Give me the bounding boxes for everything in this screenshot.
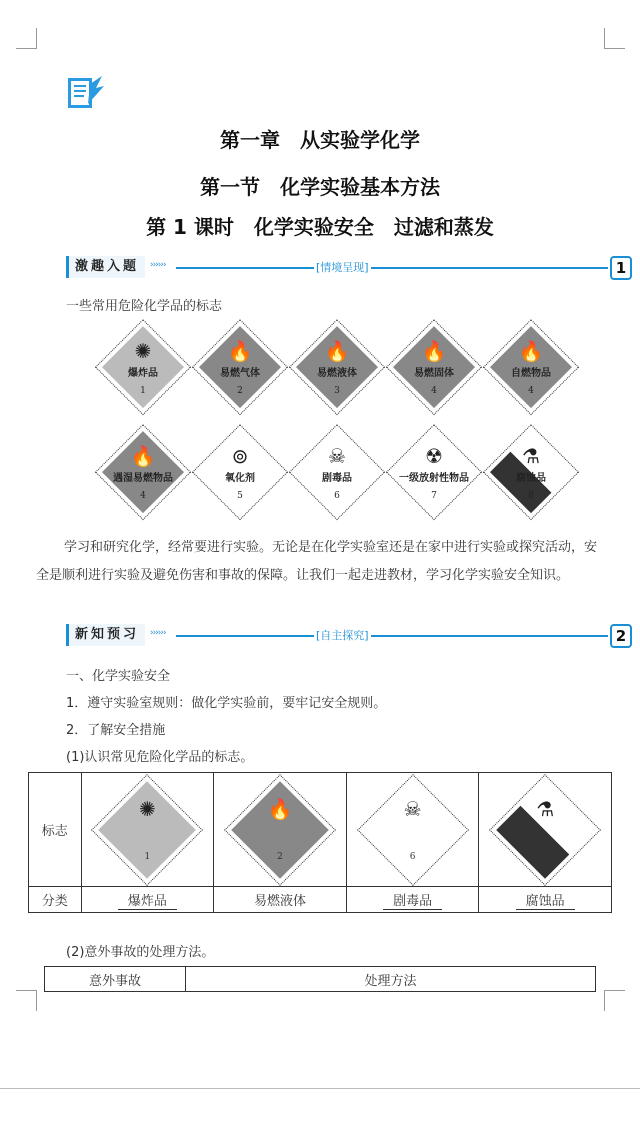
flame-icon: 🔥 (518, 338, 544, 363)
rule-line-1: 1．遵守实验室规则：做化学实验前，要牢记安全规则。 (66, 696, 387, 711)
sign-class-number: 1 (140, 385, 146, 396)
sign-label: 一级放射性物品 (399, 473, 469, 485)
explosion-icon: ✺ (138, 796, 156, 821)
hazard-sign (358, 775, 468, 885)
intro-text: 一些常用危险化学品的标志 (66, 299, 223, 314)
column-header-accident: 意外事故 (45, 967, 186, 992)
sign-class-number: 1 (144, 851, 151, 862)
explosion-icon: ✺ (134, 338, 152, 363)
hazard-sign (490, 775, 600, 885)
lesson-title: 第 1 课时 化学实验安全 过滤和蒸发 (146, 215, 494, 239)
sign-class-number: 5 (237, 490, 243, 501)
section-bar-label: 新知预习 (66, 624, 145, 646)
category-cell (214, 887, 347, 913)
sign-fill (231, 781, 329, 879)
category-cell (81, 887, 214, 913)
rule-line-2: 2．了解安全措施 (66, 723, 166, 738)
flame-icon: 🔥 (227, 338, 253, 363)
sign-class-number: 2 (277, 851, 283, 862)
skull-icon: ☠ (403, 796, 422, 821)
rule-line-3: (1)认识常见危险化学品的标志。 (66, 750, 254, 765)
table-sign-cell (346, 773, 479, 887)
sign-fill (364, 781, 462, 879)
radiation-icon: ☢ (425, 443, 443, 468)
flame-icon: 🔥 (267, 796, 293, 821)
sign-class-number: 4 (431, 385, 437, 396)
table-sign-cell (81, 773, 214, 887)
page-bottom-divider (0, 1088, 640, 1089)
sign-class-number: 8 (542, 851, 549, 862)
section-bar-preview (66, 624, 632, 648)
skull-icon: ☠ (328, 443, 346, 468)
accident-table (44, 966, 596, 992)
oxidizer-icon: ⊚ (231, 443, 249, 468)
corner-mark-top-right (604, 28, 625, 49)
table-sign-cell (479, 773, 612, 887)
hazard-sign (225, 775, 335, 885)
book-logo-icon (66, 74, 106, 110)
category-answer: 易燃液体 (253, 894, 306, 909)
sign-class-number: 4 (528, 385, 534, 396)
sign-class-number: 6 (409, 851, 416, 862)
sign-label: 易燃固体 (414, 368, 454, 380)
corner-mark-bottom-right (604, 990, 625, 1011)
hazard-sign (484, 425, 578, 519)
column-header-method: 处理方法 (186, 967, 596, 992)
section-bar-subtitle: [自主探究] (316, 629, 369, 642)
category-answer: 腐蚀品 (516, 894, 575, 910)
table-sign-cell (214, 773, 347, 887)
corner-mark-top-left (16, 28, 37, 49)
hazard-sign (96, 425, 190, 519)
sign-class-number: 8 (528, 490, 534, 501)
sign-fill (496, 781, 594, 879)
arrows-icon: ›››››› (150, 260, 166, 270)
hazard-sign-table (28, 772, 612, 913)
flame-icon: 🔥 (130, 443, 156, 468)
hazard-sign (96, 320, 190, 414)
corrosive-icon: ⚗ (536, 796, 555, 821)
hazard-sign (92, 775, 202, 885)
flame-icon: 🔥 (421, 338, 447, 363)
section-number-badge: 2 (610, 624, 632, 648)
category-cell (479, 887, 612, 913)
sign-class-number: 3 (334, 385, 340, 396)
sign-label: 自燃物品 (511, 368, 551, 380)
hazard-sign (387, 425, 481, 519)
sign-fill (99, 781, 197, 879)
row-label-sign: 标志 (29, 773, 82, 887)
section-bar-intro (66, 256, 632, 280)
sign-label: 腐蚀品 (516, 473, 546, 485)
flame-icon: 🔥 (324, 338, 350, 363)
sign-class-number: 2 (237, 385, 243, 396)
sign-class-number: 7 (431, 490, 437, 501)
section-bar-label: 激趣入题 (66, 256, 145, 278)
hazard-sign (290, 425, 384, 519)
hazard-sign (387, 320, 481, 414)
accident-heading: (2)意外事故的处理方法。 (66, 945, 215, 960)
sign-label: 爆炸品 (128, 368, 158, 380)
divider (176, 267, 608, 269)
row-label-category: 分类 (29, 887, 82, 913)
section-number-badge: 1 (610, 256, 632, 280)
sign-class-number: 6 (334, 490, 340, 501)
category-answer: 爆炸品 (118, 894, 177, 910)
hazard-sign (193, 425, 287, 519)
divider (176, 635, 608, 637)
intro-paragraph: 学习和研究化学，经常要进行实验。无论是在化学实验室还是在家中进行实验或探究活动，安全是顺利进行实验及避免伤害和事故的保障。让我们一起走进教材，学习化学实验安全知识。 (36, 540, 598, 583)
arrows-icon: ›››››› (150, 628, 166, 638)
category-answer: 剧毒品 (383, 894, 442, 910)
hazard-sign (290, 320, 384, 414)
heading-lab-safety: 一、化学实验安全 (66, 669, 171, 684)
sign-label: 遇湿易燃物品 (113, 473, 173, 485)
corner-mark-bottom-left (16, 990, 37, 1011)
hazard-sign (193, 320, 287, 414)
section-bar-subtitle: [情境呈现] (316, 261, 369, 274)
chapter-title: 第一章 从实验学化学 (220, 128, 420, 152)
category-cell (346, 887, 479, 913)
hazard-sign (484, 320, 578, 414)
sign-label: 氧化剂 (225, 473, 255, 485)
sign-label: 易燃气体 (220, 368, 260, 380)
corrosive-icon: ⚗ (522, 443, 540, 468)
section-title: 第一节 化学实验基本方法 (200, 175, 440, 199)
sign-label: 剧毒品 (322, 473, 352, 485)
sign-class-number: 4 (140, 490, 146, 501)
sign-label: 易燃液体 (317, 368, 357, 380)
